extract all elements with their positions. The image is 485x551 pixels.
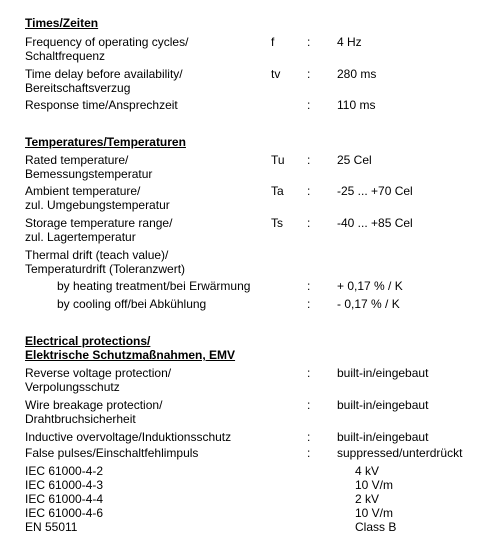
- row-symbol: Ta: [271, 184, 284, 198]
- row-colon: :: [307, 430, 311, 444]
- row-label: Time delay before availability/: [25, 67, 183, 81]
- row-label: Wire breakage protection/: [25, 398, 163, 412]
- row-colon: :: [307, 35, 311, 49]
- row-label: Drahtbruchsicherheit: [25, 412, 136, 426]
- drift-row-value: + 0,17 % / K: [337, 279, 403, 293]
- standard-value: 2 kV: [355, 492, 380, 506]
- standard-value: 10 V/m: [355, 478, 394, 492]
- drift-label: Thermal drift (teach value)/: [25, 248, 169, 262]
- row-symbol: f: [271, 35, 275, 49]
- row-value: -25 ... +70 Cel: [337, 184, 413, 198]
- row-symbol: Tu: [271, 153, 285, 167]
- row-colon: :: [307, 398, 311, 412]
- drift-row-colon: :: [307, 279, 311, 293]
- times-heading: Times/Zeiten: [25, 16, 99, 30]
- row-symbol: tv: [271, 67, 281, 81]
- standard-value: 4 kV: [355, 464, 380, 478]
- standard-name: EN 55011: [25, 520, 78, 534]
- temperatures-heading: Temperatures/Temperaturen: [25, 135, 186, 149]
- row-symbol: Ts: [271, 216, 283, 230]
- standard-name: IEC 61000-4-6: [25, 506, 104, 520]
- row-label: zul. Lagertemperatur: [25, 230, 136, 244]
- row-value: 4 Hz: [337, 35, 362, 49]
- row-label: Frequency of operating cycles/: [25, 35, 189, 49]
- row-colon: :: [307, 184, 311, 198]
- row-value: 280 ms: [337, 67, 377, 81]
- electrical-heading: Elektrische Schutzmaßnahmen, EMV: [25, 348, 236, 362]
- row-value: suppressed/unterdrückt: [337, 446, 463, 460]
- row-value: 110 ms: [337, 98, 376, 112]
- row-colon: :: [307, 67, 311, 81]
- row-colon: :: [307, 98, 311, 112]
- drift-row-label: by cooling off/bei Abkühlung: [57, 297, 207, 311]
- row-label: Reverse voltage protection/: [25, 366, 172, 380]
- row-label: Bereitschaftsverzug: [25, 81, 131, 95]
- row-label: Inductive overvoltage/Induktionsschutz: [25, 430, 232, 444]
- drift-label: Temperaturdrift (Toleranzwert): [25, 262, 186, 276]
- row-label: Storage temperature range/: [25, 216, 173, 230]
- row-colon: :: [307, 366, 311, 380]
- row-label: Bemessungstemperatur: [25, 167, 153, 181]
- drift-row-colon: :: [307, 297, 311, 311]
- standard-name: IEC 61000-4-4: [25, 492, 104, 506]
- row-label: Schaltfrequenz: [25, 49, 106, 63]
- row-value: 25 Cel: [337, 153, 372, 167]
- standard-name: IEC 61000-4-3: [25, 478, 104, 492]
- drift-row-label: by heating treatment/bei Erwärmung: [57, 279, 251, 293]
- standard-value: 10 V/m: [355, 506, 394, 520]
- row-label: Ambient temperature/: [25, 184, 141, 198]
- row-colon: :: [307, 153, 311, 167]
- row-label: zul. Umgebungstemperatur: [25, 198, 170, 212]
- row-value: -40 ... +85 Cel: [337, 216, 413, 230]
- row-label: False pulses/Einschaltfehlimpuls: [25, 446, 199, 460]
- row-label: Rated temperature/: [25, 153, 129, 167]
- row-value: built-in/eingebaut: [337, 430, 429, 444]
- row-colon: :: [307, 446, 311, 460]
- standard-name: IEC 61000-4-2: [25, 464, 104, 478]
- row-colon: :: [307, 216, 311, 230]
- electrical-heading: Electrical protections/: [25, 334, 151, 348]
- row-value: built-in/eingebaut: [337, 398, 429, 412]
- row-label: Response time/Ansprechzeit: [25, 98, 178, 112]
- row-value: built-in/eingebaut: [337, 366, 429, 380]
- drift-row-value: - 0,17 % / K: [337, 297, 400, 311]
- standard-value: Class B: [355, 520, 397, 534]
- row-label: Verpolungsschutz: [25, 380, 120, 394]
